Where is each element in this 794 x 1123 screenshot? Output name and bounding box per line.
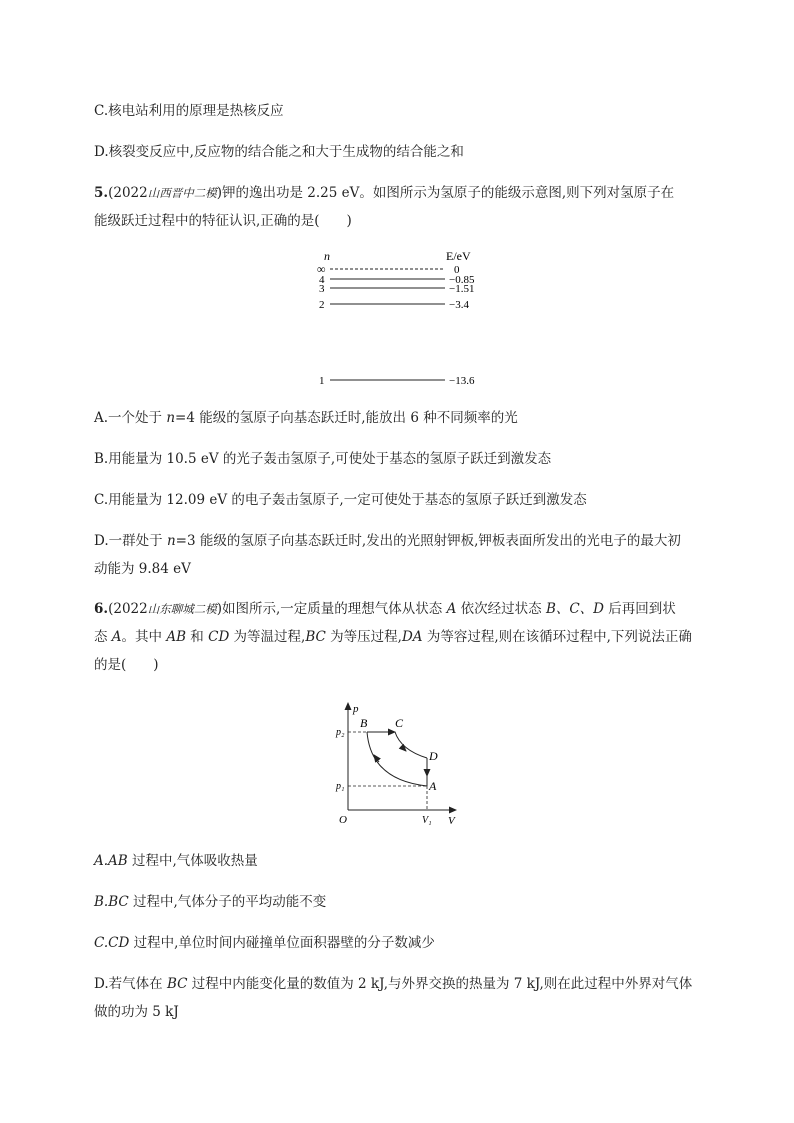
q5-option-d-var: n: [166, 533, 176, 549]
q6-option-c-post: 过程中,单位时间内碰撞单位面积器壁的分子数减少: [129, 935, 435, 951]
q5-stem-text: 钾的逸出功是 2.25 eV。如图所示为氢原子的能级示意图,则下列对氢原子在: [222, 185, 675, 201]
q6-option-b-post: 过程中,气体分子的平均动能不变: [128, 894, 327, 910]
q5-option-d-post: =3 能级的氢原子向基态跃迁时,发出的光照射钾板,钾板表面所发出的光电子的最大初: [175, 533, 681, 549]
level-e-1: −13.6: [449, 375, 475, 387]
q5-option-d-line2: 动能为 9.84 eV: [94, 561, 191, 577]
q5-option-c: C.用能量为 12.09 eV 的电子轰击氢原子,一定可使处于基态的氢原子跃迁到激发态: [94, 492, 587, 508]
q5-option-d-pre: D.一群处于: [94, 533, 167, 549]
energy-axis-label: E/eV: [446, 249, 471, 263]
q6-stem-line3: 的是( ): [94, 657, 159, 673]
p2-label: p₂: [336, 727, 345, 738]
q6-stem-l2-BC: BC: [305, 629, 326, 645]
q6-option-d-var: BC: [166, 976, 188, 992]
q6-stem-l2-DA: DA: [401, 629, 423, 645]
v1-label: V₁: [422, 815, 432, 826]
level-n-2: 2: [319, 299, 325, 311]
level-n-1: 1: [319, 375, 325, 387]
q6-stem-l2-post: 为等容过程,则在该循环过程中,下列说法正确: [422, 629, 692, 645]
q5-stem-line1: [94, 183, 674, 203]
pv-diagram: [325, 700, 470, 828]
q4-option-c: C.核电站利用的原理是热核反应: [94, 103, 284, 119]
q6-option-b: [94, 892, 326, 912]
q6-stem-l2-pre: 态: [94, 629, 112, 645]
q6-stem-line1: [94, 599, 676, 619]
q5-source-open: (2022: [108, 185, 148, 201]
q6-stem-l1-BCD: B、C、D: [545, 601, 605, 617]
q6-option-d-post: 过程中内能变化量的数值为 2 kJ,与外界交换的热量为 7 kJ,则在此过程中外界对气体: [187, 976, 693, 992]
q6-stem-l2-AB: AB: [166, 629, 187, 645]
q6-source-open: (2022: [108, 601, 148, 617]
q5-stem-line2: 能级跃迁过程中的特征认识,正确的是( ): [94, 213, 352, 229]
level-e-4: −0.85: [449, 274, 475, 286]
level-e-inf: 0: [454, 264, 460, 276]
q6-stem-l1-pre: 如图所示,一定质量的理想气体从状态: [222, 601, 447, 617]
p1-label: p₁: [336, 781, 345, 792]
q6-option-a: [94, 851, 258, 871]
q6-stem-l2-mid2: 和: [186, 629, 209, 645]
q6-option-d-pre: D.若气体在: [94, 976, 167, 992]
energy-level-diagram: [300, 248, 500, 390]
q5-source-close: ): [216, 185, 222, 201]
q6-option-d: [94, 974, 692, 994]
p-axis-label: p: [353, 703, 359, 715]
q6-stem-l1-mid: 依次经过状态: [456, 601, 546, 617]
q6-number: 6.: [94, 601, 109, 617]
q6-option-a-var: A.AB: [94, 853, 128, 869]
q5-source-place: 山西晋中二模: [147, 186, 217, 200]
q5-option-a-var: n: [166, 410, 176, 426]
state-a-label: A: [429, 779, 437, 793]
q6-stem-l1-A: A: [446, 601, 457, 617]
level-e-2: −3.4: [449, 299, 469, 311]
q6-option-b-var: B.BC: [94, 894, 129, 910]
q5-option-d: [94, 531, 681, 551]
level-n-4: 4: [319, 274, 325, 286]
v-axis-label: V: [448, 815, 455, 827]
q6-option-a-post: 过程中,气体吸收热量: [127, 853, 258, 869]
q6-source-close: ): [216, 601, 222, 617]
q5-option-a-pre: A.一个处于: [94, 410, 167, 426]
q6-option-c: [94, 933, 435, 953]
q5-option-b: B.用能量为 10.5 eV 的光子轰击氢原子,可使处于基态的氢原子跃迁到激发态: [94, 451, 552, 467]
q6-source-place: 山东聊城二模: [147, 602, 217, 616]
q6-stem-l2-mid1: 。其中: [121, 629, 167, 645]
state-c-label: C: [395, 716, 404, 730]
process-cd: [395, 732, 427, 758]
level-n-3: 3: [319, 283, 325, 295]
q6-stem-l2-mid3: 为等温过程,: [229, 629, 306, 645]
q5-option-a: [94, 408, 518, 428]
process-ab: [367, 732, 427, 786]
level-e-3: −1.51: [449, 283, 475, 295]
q6-stem-l2-A: A: [111, 629, 122, 645]
q6-stem-l2-mid4: 为等压过程,: [325, 629, 402, 645]
level-n-inf: ∞: [317, 262, 326, 276]
q5-number: 5.: [94, 185, 109, 201]
state-d-label: D: [429, 749, 438, 763]
n-axis-label: n: [324, 249, 330, 263]
q6-option-d-line2: 做的功为 5 kJ: [94, 1004, 179, 1020]
origin-label: O: [339, 814, 347, 826]
q4-option-d: D.核裂变反应中,反应物的结合能之和大于生成物的结合能之和: [94, 144, 464, 160]
q6-stem-line2: [94, 627, 692, 647]
q6-stem-l2-CD: CD: [208, 629, 230, 645]
q5-option-a-post: =4 能级的氢原子向基态跃迁时,能放出 6 种不同频率的光: [175, 410, 518, 426]
q6-option-c-var: C.CD: [94, 935, 130, 951]
state-b-label: B: [360, 716, 368, 730]
q6-stem-l1-post: 后再回到状: [604, 601, 676, 617]
